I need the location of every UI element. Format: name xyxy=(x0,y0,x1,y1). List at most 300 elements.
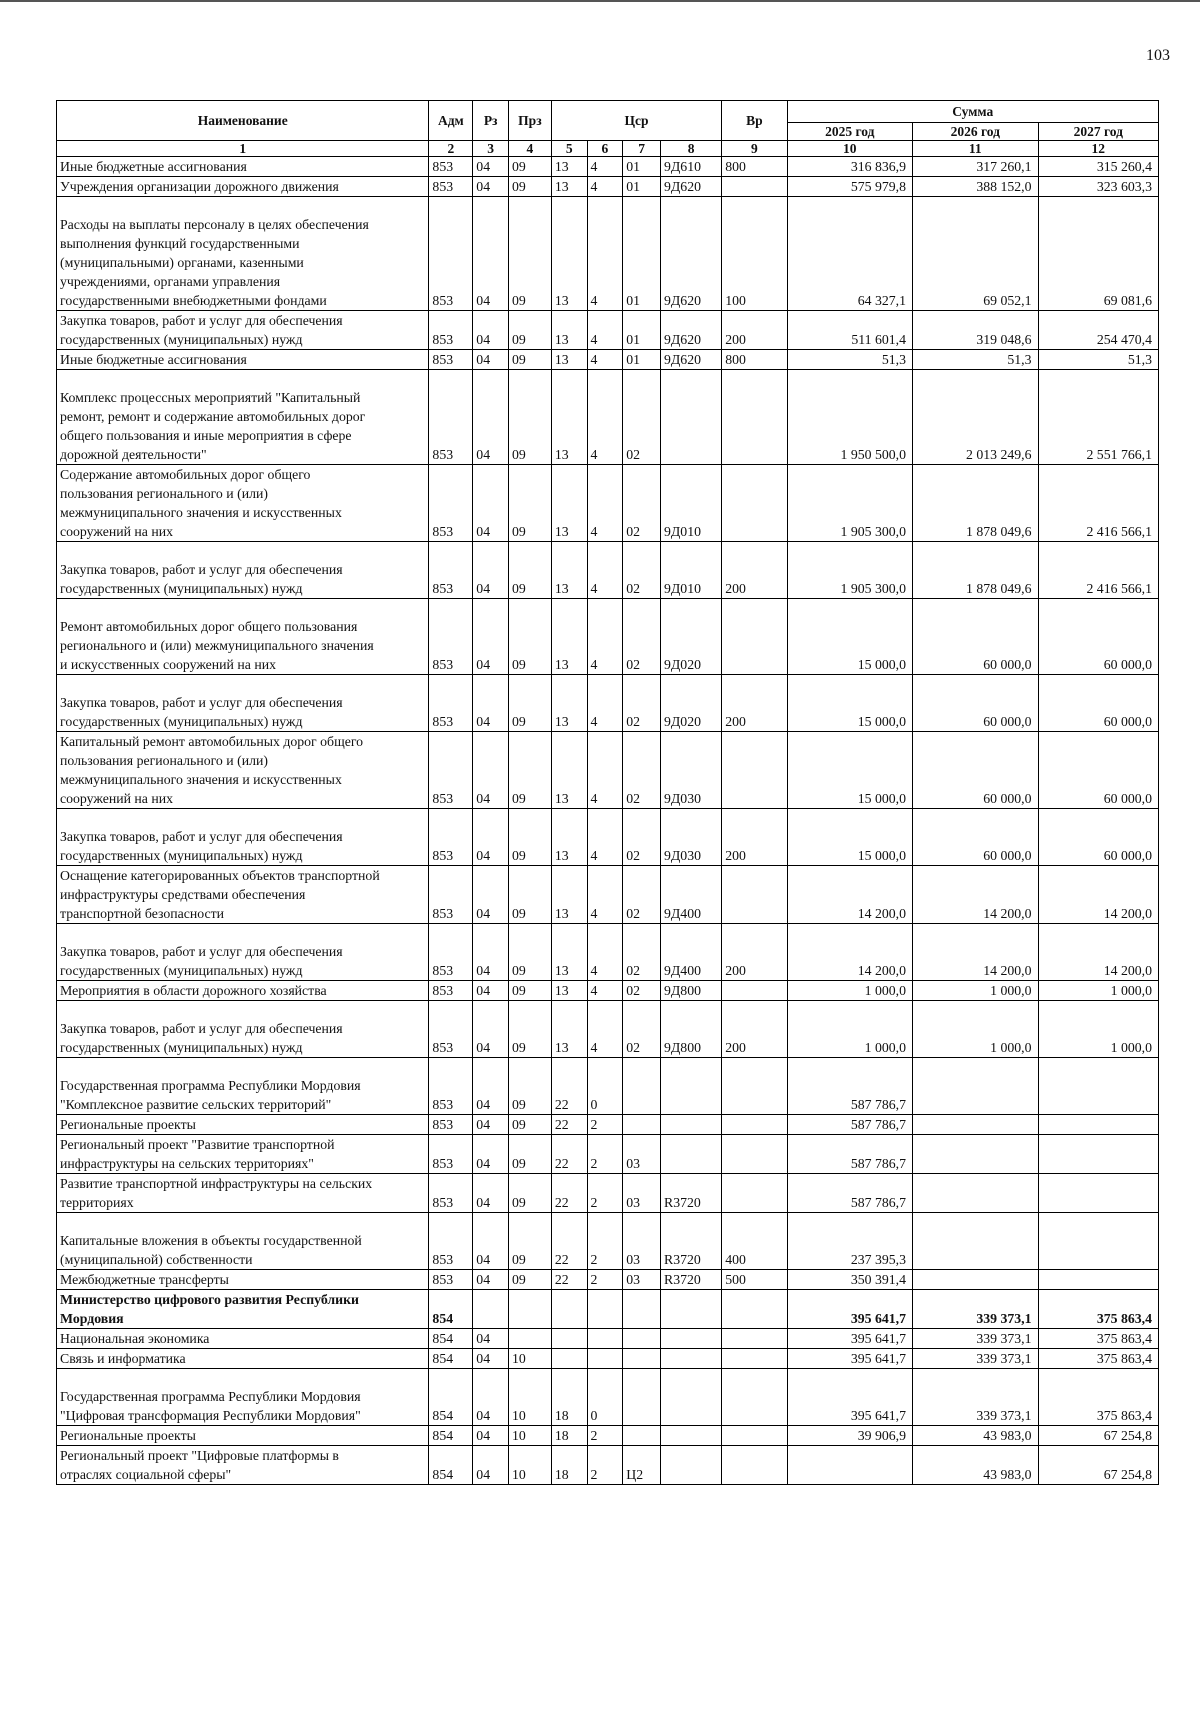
row-csr-type: 2 xyxy=(587,1446,623,1485)
row-adm: 853 xyxy=(429,866,473,924)
row-csr-type: 4 xyxy=(587,675,623,732)
column-number: 5 xyxy=(551,141,587,157)
row-sum-2027: 14 200,0 xyxy=(1038,924,1158,981)
row-csr-direction: 9Д020 xyxy=(661,599,722,675)
header-adm: Адм xyxy=(429,101,473,141)
row-vr xyxy=(722,1174,787,1213)
row-csr-program: 22 xyxy=(551,1115,587,1135)
row-csr-event: 03 xyxy=(623,1270,661,1290)
row-csr-event xyxy=(623,1115,661,1135)
row-csr-type: 2 xyxy=(587,1135,623,1174)
table-row xyxy=(57,177,1159,197)
table-row xyxy=(57,1349,1159,1369)
row-csr-direction: 9Д400 xyxy=(661,866,722,924)
row-csr-program: 22 xyxy=(551,1058,587,1115)
row-vr xyxy=(722,1058,787,1115)
row-sum-2027: 2 416 566,1 xyxy=(1038,465,1158,542)
row-vr: 200 xyxy=(722,1001,787,1058)
table-row xyxy=(57,1058,1159,1115)
row-vr xyxy=(722,465,787,542)
row-sum-2025: 64 327,1 xyxy=(787,197,913,311)
table-row xyxy=(57,311,1159,350)
row-csr-event: 02 xyxy=(623,675,661,732)
row-sum-2027: 67 254,8 xyxy=(1038,1446,1158,1485)
row-vr xyxy=(722,370,787,465)
row-rz: 04 xyxy=(473,1058,509,1115)
row-csr-type: 2 xyxy=(587,1115,623,1135)
table-row xyxy=(57,675,1159,732)
table-row xyxy=(57,1135,1159,1174)
row-vr xyxy=(722,599,787,675)
row-adm: 853 xyxy=(429,157,473,177)
row-sum-2027: 375 863,4 xyxy=(1038,1369,1158,1426)
row-csr-event: 01 xyxy=(623,197,661,311)
row-rz: 04 xyxy=(473,1270,509,1290)
row-adm: 853 xyxy=(429,542,473,599)
row-csr-direction: 9Д030 xyxy=(661,732,722,809)
row-sum-2027: 2 551 766,1 xyxy=(1038,370,1158,465)
row-adm: 854 xyxy=(429,1329,473,1349)
row-adm: 853 xyxy=(429,981,473,1001)
row-csr-type: 4 xyxy=(587,370,623,465)
column-number: 1 xyxy=(57,141,429,157)
row-csr-event: 03 xyxy=(623,1213,661,1270)
row-sum-2027: 2 416 566,1 xyxy=(1038,542,1158,599)
row-name: Закупка товаров, работ и услуг для обеспечения государственных (муниципальных) нужд xyxy=(57,809,429,866)
row-sum-2026: 1 000,0 xyxy=(913,1001,1039,1058)
row-adm: 853 xyxy=(429,1270,473,1290)
row-sum-2026: 60 000,0 xyxy=(913,675,1039,732)
row-adm: 853 xyxy=(429,177,473,197)
row-sum-2027: 315 260,4 xyxy=(1038,157,1158,177)
row-sum-2025: 51,3 xyxy=(787,350,913,370)
row-csr-program: 13 xyxy=(551,809,587,866)
row-csr-direction: R3720 xyxy=(661,1270,722,1290)
row-rz: 04 xyxy=(473,924,509,981)
row-csr-event: 02 xyxy=(623,542,661,599)
row-csr-event xyxy=(623,1329,661,1349)
row-csr-type: 4 xyxy=(587,177,623,197)
row-prz: 09 xyxy=(509,370,552,465)
row-sum-2027: 60 000,0 xyxy=(1038,599,1158,675)
row-csr-program: 13 xyxy=(551,157,587,177)
row-rz: 04 xyxy=(473,675,509,732)
row-sum-2027: 323 603,3 xyxy=(1038,177,1158,197)
row-prz: 09 xyxy=(509,1058,552,1115)
row-csr-type: 4 xyxy=(587,465,623,542)
row-rz: 04 xyxy=(473,1426,509,1446)
row-sum-2027: 1 000,0 xyxy=(1038,981,1158,1001)
row-csr-direction: 9Д620 xyxy=(661,197,722,311)
row-vr: 800 xyxy=(722,350,787,370)
row-sum-2026: 1 878 049,6 xyxy=(913,542,1039,599)
row-sum-2026: 339 373,1 xyxy=(913,1290,1039,1329)
row-name: Иные бюджетные ассигнования xyxy=(57,350,429,370)
row-vr: 400 xyxy=(722,1213,787,1270)
row-adm: 853 xyxy=(429,1174,473,1213)
row-csr-program: 13 xyxy=(551,311,587,350)
row-sum-2027 xyxy=(1038,1174,1158,1213)
row-adm: 854 xyxy=(429,1426,473,1446)
row-prz: 09 xyxy=(509,1115,552,1135)
row-prz: 09 xyxy=(509,197,552,311)
row-name: Региональные проекты xyxy=(57,1426,429,1446)
row-vr xyxy=(722,1369,787,1426)
header-vr: Вр xyxy=(722,101,787,141)
row-adm: 853 xyxy=(429,924,473,981)
column-number: 12 xyxy=(1038,141,1158,157)
row-sum-2025: 15 000,0 xyxy=(787,599,913,675)
header-2025: 2025 год xyxy=(787,123,913,141)
row-sum-2025: 1 000,0 xyxy=(787,981,913,1001)
row-adm: 853 xyxy=(429,1213,473,1270)
row-rz: 04 xyxy=(473,599,509,675)
row-sum-2025: 15 000,0 xyxy=(787,732,913,809)
row-csr-program: 13 xyxy=(551,350,587,370)
row-csr-direction: 9Д620 xyxy=(661,350,722,370)
row-csr-direction xyxy=(661,1446,722,1485)
row-prz: 09 xyxy=(509,599,552,675)
row-sum-2026 xyxy=(913,1174,1039,1213)
table-row xyxy=(57,1369,1159,1426)
row-vr xyxy=(722,1115,787,1135)
table-row xyxy=(57,1270,1159,1290)
table-row xyxy=(57,1329,1159,1349)
row-csr-program: 22 xyxy=(551,1135,587,1174)
row-sum-2027: 60 000,0 xyxy=(1038,809,1158,866)
row-csr-event xyxy=(623,1290,661,1329)
row-csr-event: 01 xyxy=(623,350,661,370)
row-name: Закупка товаров, работ и услуг для обеспечения государственных (муниципальных) нужд xyxy=(57,542,429,599)
row-sum-2026: 51,3 xyxy=(913,350,1039,370)
row-sum-2026 xyxy=(913,1115,1039,1135)
row-prz: 10 xyxy=(509,1369,552,1426)
table-row xyxy=(57,197,1159,311)
row-rz: 04 xyxy=(473,1369,509,1426)
row-sum-2027: 375 863,4 xyxy=(1038,1329,1158,1349)
row-csr-direction: 9Д800 xyxy=(661,1001,722,1058)
row-name: Связь и информатика xyxy=(57,1349,429,1369)
table-row xyxy=(57,370,1159,465)
row-csr-event: 02 xyxy=(623,732,661,809)
row-sum-2027: 60 000,0 xyxy=(1038,732,1158,809)
table-row xyxy=(57,732,1159,809)
row-name: Комплекс процессных мероприятий "Капитальный ремонт, ремонт и содержание автомобильных дорог общего пользования и иные мероприятия в сфере дорожной деятельности" xyxy=(57,370,429,465)
row-rz: 04 xyxy=(473,732,509,809)
table-row xyxy=(57,157,1159,177)
table-row xyxy=(57,1290,1159,1329)
row-prz: 09 xyxy=(509,465,552,542)
row-csr-event: 02 xyxy=(623,370,661,465)
row-csr-program: 13 xyxy=(551,675,587,732)
row-vr xyxy=(722,1426,787,1446)
row-prz: 09 xyxy=(509,1213,552,1270)
row-sum-2026: 319 048,6 xyxy=(913,311,1039,350)
row-name: Развитие транспортной инфраструктуры на сельских территориях xyxy=(57,1174,429,1213)
row-csr-program: 13 xyxy=(551,924,587,981)
row-csr-type: 2 xyxy=(587,1426,623,1446)
row-csr-program: 22 xyxy=(551,1270,587,1290)
header-name: Наименование xyxy=(57,101,429,141)
column-number: 4 xyxy=(509,141,552,157)
row-name: Межбюджетные трансферты xyxy=(57,1270,429,1290)
row-csr-program: 13 xyxy=(551,866,587,924)
row-sum-2027: 1 000,0 xyxy=(1038,1001,1158,1058)
row-vr xyxy=(722,1446,787,1485)
row-rz: 04 xyxy=(473,1213,509,1270)
row-name: Содержание автомобильных дорог общего пользования регионального и (или) межмуниципального значения и искусственных сооружений на них xyxy=(57,465,429,542)
header-prz: Прз xyxy=(509,101,552,141)
row-name: Министерство цифрового развития Республики Мордовия xyxy=(57,1290,429,1329)
row-sum-2025: 587 786,7 xyxy=(787,1135,913,1174)
row-sum-2027: 69 081,6 xyxy=(1038,197,1158,311)
row-vr: 200 xyxy=(722,542,787,599)
row-rz: 04 xyxy=(473,157,509,177)
row-rz: 04 xyxy=(473,465,509,542)
row-sum-2025 xyxy=(787,1446,913,1485)
row-rz: 04 xyxy=(473,350,509,370)
row-name: Региональный проект "Развитие транспортной инфраструктуры на сельских территориях" xyxy=(57,1135,429,1174)
row-vr: 200 xyxy=(722,311,787,350)
row-rz: 04 xyxy=(473,197,509,311)
row-sum-2026: 1 000,0 xyxy=(913,981,1039,1001)
row-csr-type xyxy=(587,1349,623,1369)
row-name: Учреждения организации дорожного движения xyxy=(57,177,429,197)
row-adm: 854 xyxy=(429,1369,473,1426)
row-csr-event: 02 xyxy=(623,1001,661,1058)
row-sum-2026: 60 000,0 xyxy=(913,809,1039,866)
row-csr-program: 18 xyxy=(551,1446,587,1485)
row-sum-2025: 587 786,7 xyxy=(787,1058,913,1115)
table-row xyxy=(57,924,1159,981)
row-csr-direction xyxy=(661,1369,722,1426)
row-sum-2025: 587 786,7 xyxy=(787,1115,913,1135)
column-number: 11 xyxy=(913,141,1039,157)
column-number: 7 xyxy=(623,141,661,157)
table-row xyxy=(57,599,1159,675)
row-sum-2025: 395 641,7 xyxy=(787,1349,913,1369)
row-sum-2027: 67 254,8 xyxy=(1038,1426,1158,1446)
row-csr-event: Ц2 xyxy=(623,1446,661,1485)
row-csr-program: 13 xyxy=(551,197,587,311)
row-csr-direction xyxy=(661,370,722,465)
row-csr-program: 13 xyxy=(551,177,587,197)
row-csr-direction xyxy=(661,1329,722,1349)
row-csr-program xyxy=(551,1329,587,1349)
row-sum-2026: 69 052,1 xyxy=(913,197,1039,311)
row-name: Мероприятия в области дорожного хозяйства xyxy=(57,981,429,1001)
row-csr-program: 13 xyxy=(551,599,587,675)
row-csr-direction xyxy=(661,1135,722,1174)
row-sum-2027 xyxy=(1038,1058,1158,1115)
row-sum-2025: 587 786,7 xyxy=(787,1174,913,1213)
header-2027: 2027 год xyxy=(1038,123,1158,141)
table-row xyxy=(57,1213,1159,1270)
row-csr-direction xyxy=(661,1349,722,1369)
row-sum-2025: 395 641,7 xyxy=(787,1290,913,1329)
row-csr-event: 03 xyxy=(623,1174,661,1213)
row-sum-2026: 1 878 049,6 xyxy=(913,465,1039,542)
table-row xyxy=(57,542,1159,599)
row-adm: 854 xyxy=(429,1290,473,1329)
row-prz: 09 xyxy=(509,542,552,599)
row-prz xyxy=(509,1290,552,1329)
row-rz: 04 xyxy=(473,809,509,866)
row-rz: 04 xyxy=(473,1115,509,1135)
row-vr xyxy=(722,866,787,924)
row-csr-type: 4 xyxy=(587,197,623,311)
row-csr-direction: 9Д010 xyxy=(661,465,722,542)
row-sum-2025: 14 200,0 xyxy=(787,924,913,981)
column-number: 3 xyxy=(473,141,509,157)
row-adm: 853 xyxy=(429,1115,473,1135)
row-csr-type: 4 xyxy=(587,924,623,981)
row-vr: 200 xyxy=(722,924,787,981)
row-name: Государственная программа Республики Мордовия "Цифровая трансформация Республики Мордовия" xyxy=(57,1369,429,1426)
table-row xyxy=(57,350,1159,370)
row-sum-2025: 39 906,9 xyxy=(787,1426,913,1446)
row-adm: 853 xyxy=(429,1001,473,1058)
row-csr-event: 01 xyxy=(623,177,661,197)
row-vr xyxy=(722,1135,787,1174)
row-sum-2027 xyxy=(1038,1135,1158,1174)
row-csr-program xyxy=(551,1349,587,1369)
row-name: Государственная программа Республики Мордовия "Комплексное развитие сельских территорий" xyxy=(57,1058,429,1115)
row-sum-2025: 350 391,4 xyxy=(787,1270,913,1290)
row-sum-2025: 15 000,0 xyxy=(787,675,913,732)
row-name: Закупка товаров, работ и услуг для обеспечения государственных (муниципальных) нужд xyxy=(57,924,429,981)
row-name: Региональные проекты xyxy=(57,1115,429,1135)
row-sum-2027 xyxy=(1038,1115,1158,1135)
row-csr-direction: R3720 xyxy=(661,1174,722,1213)
row-vr: 800 xyxy=(722,157,787,177)
row-adm: 853 xyxy=(429,311,473,350)
header-csr: Цср xyxy=(551,101,721,141)
row-csr-event xyxy=(623,1426,661,1446)
row-sum-2026 xyxy=(913,1270,1039,1290)
row-csr-type: 2 xyxy=(587,1213,623,1270)
row-vr xyxy=(722,1349,787,1369)
row-csr-type: 4 xyxy=(587,542,623,599)
table-row xyxy=(57,1174,1159,1213)
row-sum-2026 xyxy=(913,1213,1039,1270)
row-csr-type: 4 xyxy=(587,157,623,177)
column-numbers-row xyxy=(57,141,1159,157)
row-csr-direction: 9Д400 xyxy=(661,924,722,981)
row-csr-program: 13 xyxy=(551,465,587,542)
row-csr-type: 4 xyxy=(587,866,623,924)
row-rz: 04 xyxy=(473,866,509,924)
table-row xyxy=(57,1426,1159,1446)
row-csr-event: 02 xyxy=(623,599,661,675)
header-2026: 2026 год xyxy=(913,123,1039,141)
row-csr-event: 02 xyxy=(623,981,661,1001)
row-sum-2025: 1 000,0 xyxy=(787,1001,913,1058)
row-csr-program: 13 xyxy=(551,1001,587,1058)
row-vr: 200 xyxy=(722,675,787,732)
column-number: 2 xyxy=(429,141,473,157)
table-row xyxy=(57,866,1159,924)
row-sum-2026: 388 152,0 xyxy=(913,177,1039,197)
row-vr xyxy=(722,1290,787,1329)
row-csr-event: 02 xyxy=(623,924,661,981)
row-csr-program: 13 xyxy=(551,370,587,465)
row-csr-type: 2 xyxy=(587,1270,623,1290)
row-adm: 853 xyxy=(429,465,473,542)
row-sum-2025: 15 000,0 xyxy=(787,809,913,866)
budget-table xyxy=(56,100,1159,1485)
row-csr-type: 4 xyxy=(587,350,623,370)
column-number: 6 xyxy=(587,141,623,157)
row-rz: 04 xyxy=(473,1446,509,1485)
row-csr-event: 01 xyxy=(623,157,661,177)
row-csr-direction: 9Д610 xyxy=(661,157,722,177)
header-sum: Сумма xyxy=(787,101,1158,123)
row-prz: 09 xyxy=(509,1270,552,1290)
row-sum-2026: 60 000,0 xyxy=(913,599,1039,675)
row-csr-program: 22 xyxy=(551,1213,587,1270)
row-sum-2027 xyxy=(1038,1270,1158,1290)
row-csr-type: 4 xyxy=(587,599,623,675)
row-csr-event: 03 xyxy=(623,1135,661,1174)
row-sum-2025: 237 395,3 xyxy=(787,1213,913,1270)
table-row xyxy=(57,981,1159,1001)
row-sum-2025: 1 905 300,0 xyxy=(787,465,913,542)
row-csr-program xyxy=(551,1290,587,1329)
row-csr-event xyxy=(623,1349,661,1369)
row-adm: 854 xyxy=(429,1349,473,1369)
row-csr-type xyxy=(587,1329,623,1349)
row-sum-2027: 375 863,4 xyxy=(1038,1290,1158,1329)
row-csr-event: 02 xyxy=(623,465,661,542)
row-adm: 853 xyxy=(429,197,473,311)
row-csr-type xyxy=(587,1290,623,1329)
row-csr-direction xyxy=(661,1290,722,1329)
row-csr-program: 13 xyxy=(551,542,587,599)
row-csr-program: 13 xyxy=(551,981,587,1001)
row-prz: 09 xyxy=(509,1001,552,1058)
row-sum-2026 xyxy=(913,1135,1039,1174)
row-rz: 04 xyxy=(473,542,509,599)
row-adm: 853 xyxy=(429,732,473,809)
row-adm: 853 xyxy=(429,599,473,675)
row-name: Оснащение категорированных объектов транспортной инфраструктуры средствами обеспечения транспортной безопасности xyxy=(57,866,429,924)
row-name: Национальная экономика xyxy=(57,1329,429,1349)
row-prz: 10 xyxy=(509,1446,552,1485)
column-number: 9 xyxy=(722,141,787,157)
row-csr-program: 22 xyxy=(551,1174,587,1213)
row-name: Закупка товаров, работ и услуг для обеспечения государственных (муниципальных) нужд xyxy=(57,1001,429,1058)
table-row xyxy=(57,465,1159,542)
row-rz: 04 xyxy=(473,1135,509,1174)
row-csr-event xyxy=(623,1369,661,1426)
row-csr-direction xyxy=(661,1115,722,1135)
row-rz: 04 xyxy=(473,370,509,465)
row-sum-2026 xyxy=(913,1058,1039,1115)
row-csr-direction: 9Д620 xyxy=(661,177,722,197)
row-sum-2026: 2 013 249,6 xyxy=(913,370,1039,465)
row-rz xyxy=(473,1290,509,1329)
row-prz: 09 xyxy=(509,1135,552,1174)
row-csr-direction xyxy=(661,1058,722,1115)
row-sum-2027: 254 470,4 xyxy=(1038,311,1158,350)
row-name: Расходы на выплаты персоналу в целях обеспечения выполнения функций государственными (муниципальными) органами, казенными учреждениями, органами управления государственными внебюджетными фондами xyxy=(57,197,429,311)
row-name: Капитальные вложения в объекты государственной (муниципальной) собственности xyxy=(57,1213,429,1270)
row-adm: 854 xyxy=(429,1446,473,1485)
row-prz: 10 xyxy=(509,1426,552,1446)
row-prz: 09 xyxy=(509,732,552,809)
row-sum-2026: 43 983,0 xyxy=(913,1426,1039,1446)
